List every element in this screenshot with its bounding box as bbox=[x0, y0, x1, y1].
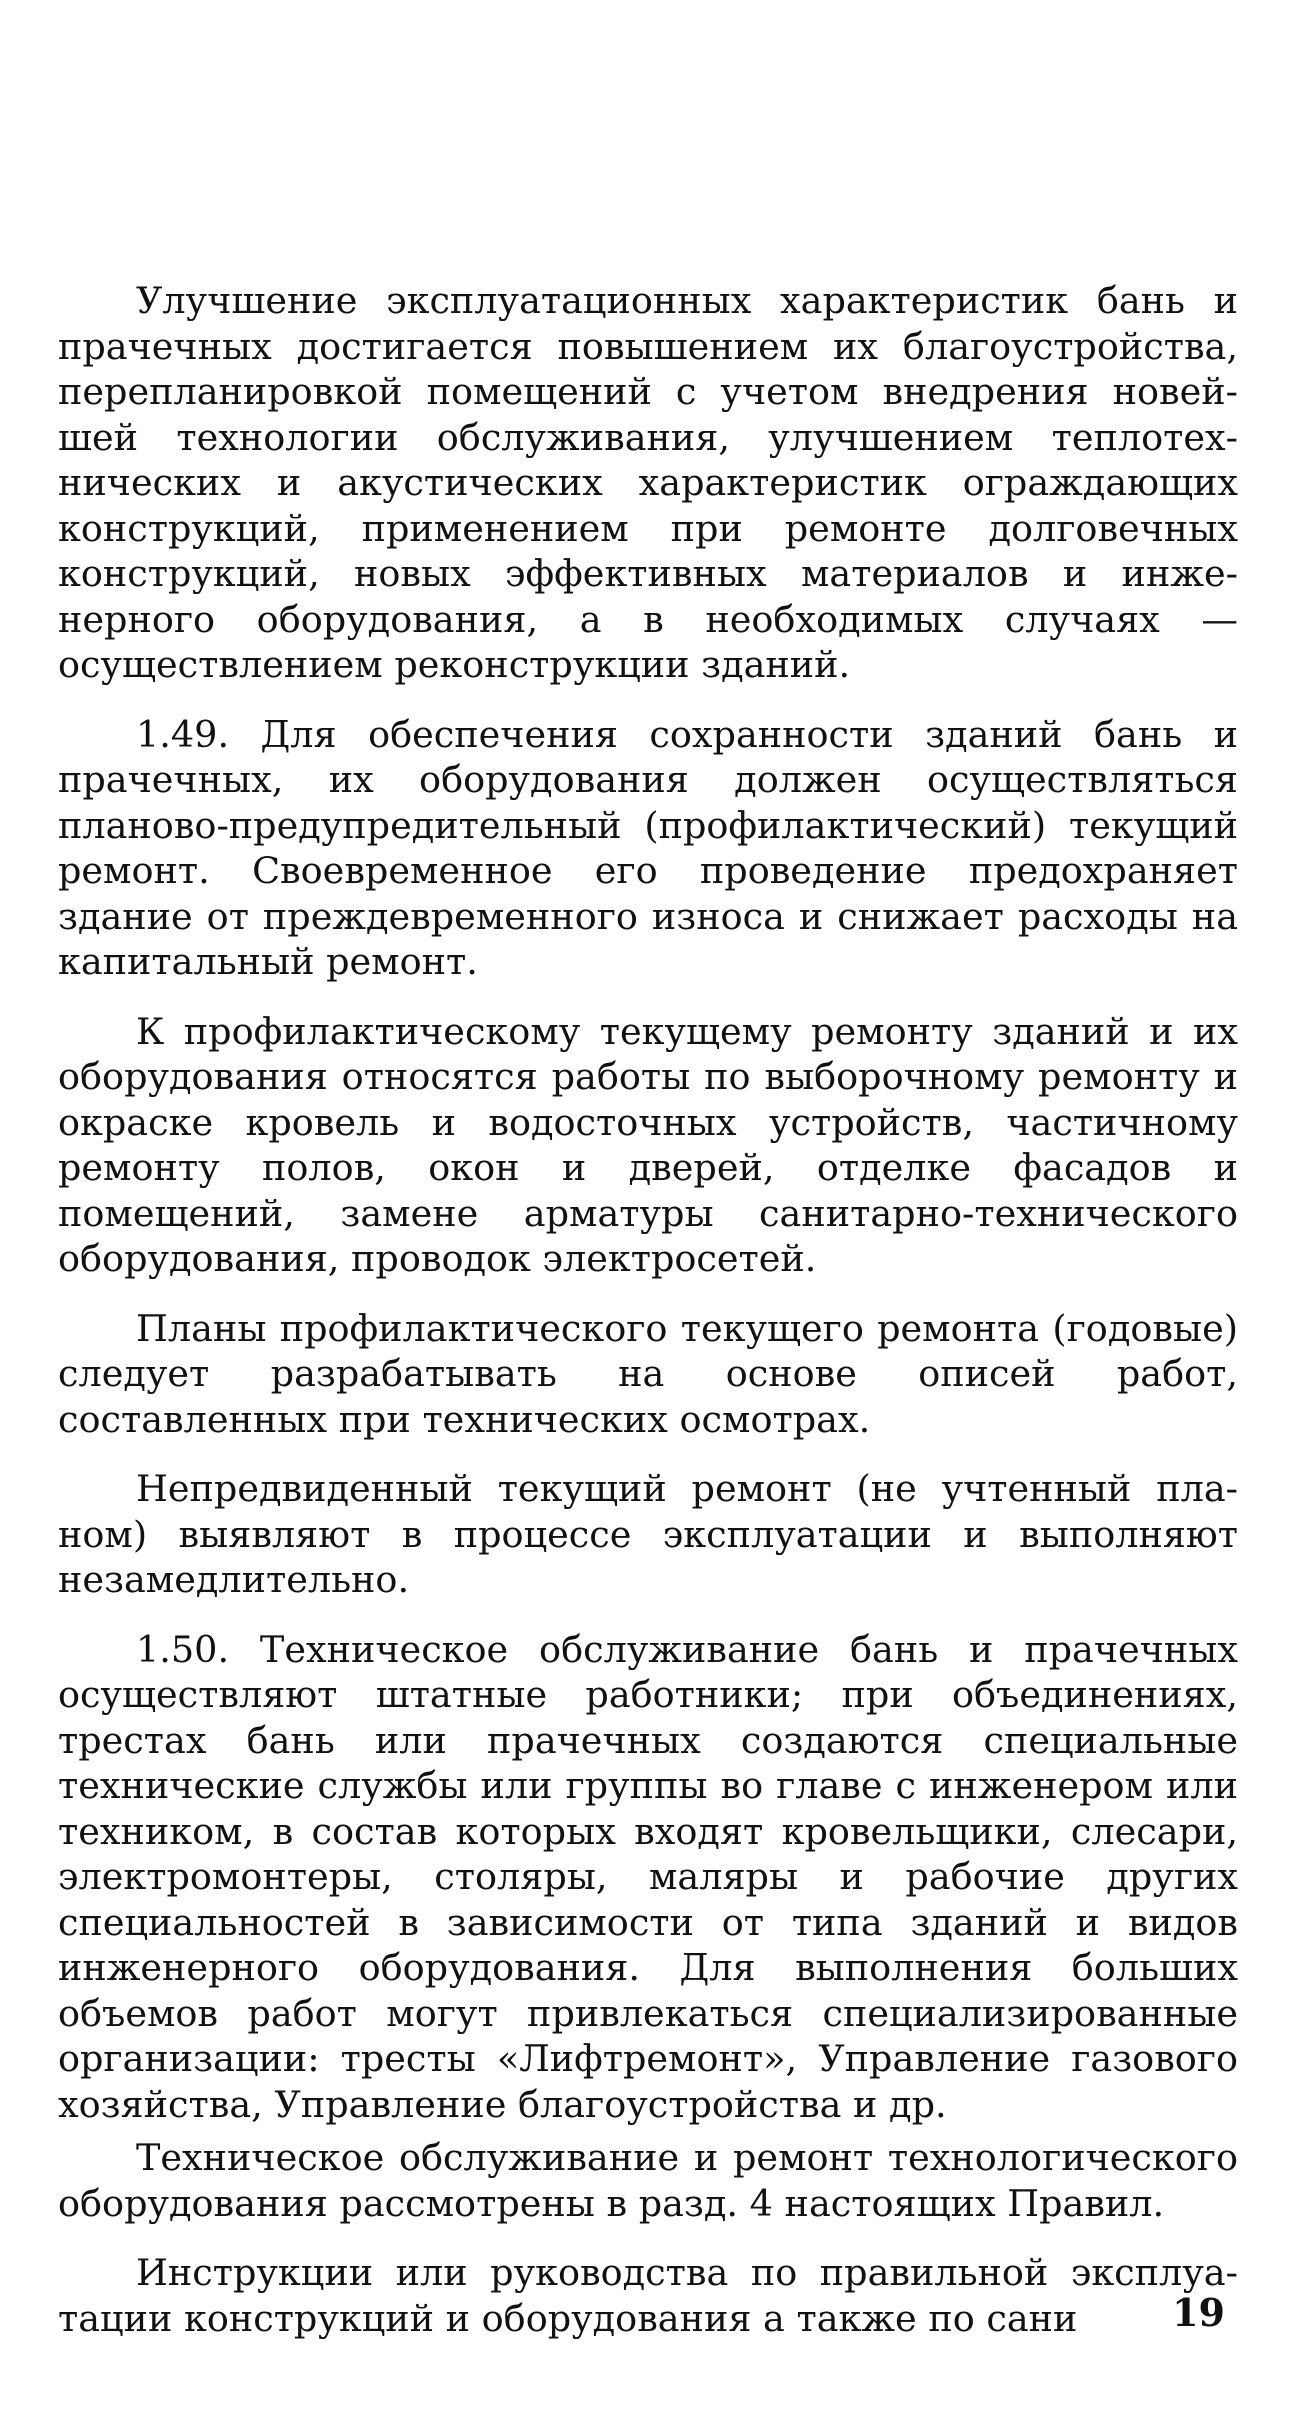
paragraph-1-50-maintenance-staff: 1.50. Техническое обслуживание бань и прачечных осуществляют штатные работники; при объединениях, трестах бань или прачечных создаются специальные технические службы или группы во главе с инженером или техником, в состав которых входят кровельщики, слесари, электромонтеры, столяры, маляры и рабочие других специальностей в зависимости от типа зданий и видов инженерного оборудования. Для выполнения больших объемов работ могут привлекаться специализированные организации: тресты «Лифтремонт», Управление газового хозяйства, Управление благоустройства и др. bbox=[58, 1627, 1238, 2126]
paragraph-repair-plans: Планы профилактического текущего ремонта (годовые) следует разрабатывать на основе описей работ, составленных при технических осмотрах. bbox=[58, 1306, 1238, 1441]
paragraph-unforeseen-repair: Непредвиденный текущий ремонт (не учтенный планом) выявляют в процессе эксплуатации и выполняют незамедлительно. bbox=[58, 1467, 1238, 1601]
page-body bbox=[58, 278, 1238, 2365]
page-number: 19 bbox=[1172, 2290, 1225, 2335]
paragraph-instructions: Инструкции или руководства по правильной эксплуатации конструкций и оборудования а также по сани bbox=[58, 2251, 1238, 2340]
paragraph-building-improvement: Улучшение эксплуатационных характеристик бань и прачечных достигается повышением их благоустройства, перепланировкой помещений с учетом внедрения новейшей технологии обслуживания, улучшением теплотехнических и акустических характеристик ограждающих конструкций, применением при ремонте долговечных конструкций, новых эффективных материалов и инженерного оборудования, а в необходимых случаях — осуществлением реконструкции зданий. bbox=[58, 279, 1238, 686]
paragraph-1-49-preventive-repair: 1.49. Для обеспечения сохранности зданий бань и прачечных, их оборудования должен осуществляться планово-предупредительный (профилактический) текущий ремонт. Своевременное его проведение предохраняет здание от преждевременного износа и снижает расходы на капитальный ремонт. bbox=[58, 712, 1238, 983]
paragraph-preventive-repair-scope: К профилактическому текущему ремонту зданий и их оборудования относятся работы по выборочному ремонту и окраске кровель и водосточных устройств, частичному ремонту полов, окон и дверей, отделке фасадов и помещений, замене арматуры санитарно-технического оборудования, проводок электросетей. bbox=[58, 1009, 1238, 1280]
paragraph-technological-equipment: Техническое обслуживание и ремонт технологического оборудования рассмотрены в разд. 4 настоящих Правил. bbox=[58, 2136, 1238, 2225]
